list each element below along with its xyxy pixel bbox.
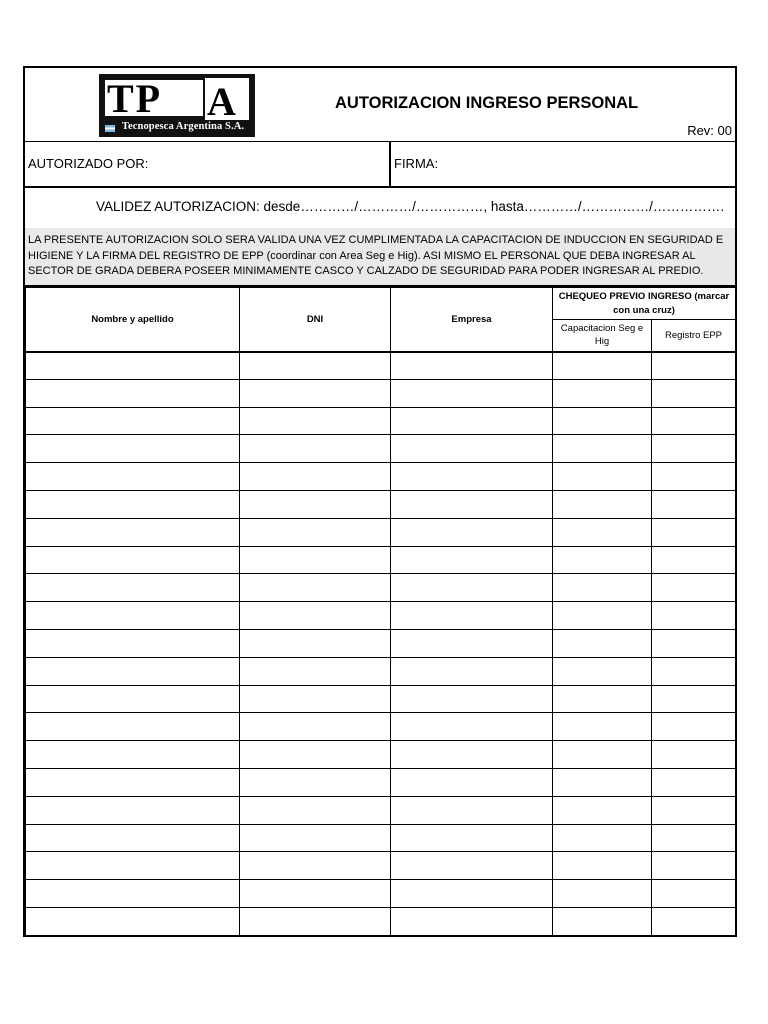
table-row <box>26 685 736 713</box>
company-cell[interactable] <box>391 768 553 796</box>
table-row <box>26 546 736 574</box>
authorized-by-field[interactable] <box>25 141 391 186</box>
dni-cell[interactable] <box>240 768 391 796</box>
dni-cell[interactable] <box>240 463 391 491</box>
name-cell[interactable] <box>26 602 240 630</box>
company-cell[interactable] <box>391 490 553 518</box>
table-row <box>26 741 736 769</box>
epp-check-cell[interactable] <box>652 463 736 491</box>
training-check-cell[interactable] <box>553 490 652 518</box>
table-row <box>26 602 736 630</box>
epp-check-cell[interactable] <box>652 379 736 407</box>
company-logo <box>99 74 255 137</box>
dni-cell[interactable] <box>240 546 391 574</box>
name-cell[interactable] <box>26 741 240 769</box>
name-cell[interactable] <box>26 352 240 380</box>
training-check-cell[interactable] <box>553 852 652 880</box>
training-check-cell[interactable] <box>553 574 652 602</box>
table-row <box>26 629 736 657</box>
authorized-by-label: AUTORIZADO POR: <box>28 156 149 171</box>
training-check-cell[interactable] <box>553 435 652 463</box>
name-cell[interactable] <box>26 880 240 908</box>
svg-text:TP: TP <box>107 78 163 120</box>
epp-check-cell[interactable] <box>652 518 736 546</box>
training-check-cell[interactable] <box>553 629 652 657</box>
dni-cell[interactable] <box>240 490 391 518</box>
epp-check-cell[interactable] <box>652 741 736 769</box>
dni-cell[interactable] <box>240 713 391 741</box>
epp-check-cell[interactable] <box>652 796 736 824</box>
table-row <box>26 407 736 435</box>
dni-cell[interactable] <box>240 629 391 657</box>
table-body <box>26 352 736 936</box>
epp-check-cell[interactable] <box>652 907 736 935</box>
training-check-cell[interactable] <box>553 685 652 713</box>
validity-row[interactable] <box>25 186 735 229</box>
company-cell[interactable] <box>391 407 553 435</box>
training-check-cell[interactable] <box>553 824 652 852</box>
company-cell[interactable] <box>391 602 553 630</box>
table-row <box>26 518 736 546</box>
table-row <box>26 490 736 518</box>
table-row <box>26 852 736 880</box>
epp-check-cell[interactable] <box>652 352 736 380</box>
training-check-cell[interactable] <box>553 463 652 491</box>
validity-text: VALIDEZ AUTORIZACION: desde…………/…………/……………, hasta…………/……………/……………. <box>96 199 725 214</box>
table-row <box>26 379 736 407</box>
training-check-cell[interactable] <box>553 796 652 824</box>
epp-check-cell[interactable] <box>652 546 736 574</box>
company-cell[interactable] <box>391 824 553 852</box>
name-cell[interactable] <box>26 518 240 546</box>
training-check-cell[interactable] <box>553 741 652 769</box>
name-cell[interactable] <box>26 546 240 574</box>
training-check-cell[interactable] <box>553 352 652 380</box>
form-header <box>25 68 735 142</box>
name-cell[interactable] <box>26 435 240 463</box>
name-cell[interactable] <box>26 657 240 685</box>
dni-cell[interactable] <box>240 852 391 880</box>
dni-cell[interactable] <box>240 880 391 908</box>
epp-check-cell[interactable] <box>652 768 736 796</box>
name-cell[interactable] <box>26 490 240 518</box>
epp-check-cell[interactable] <box>652 852 736 880</box>
training-check-cell[interactable] <box>553 768 652 796</box>
name-cell[interactable] <box>26 796 240 824</box>
table-row <box>26 824 736 852</box>
epp-check-cell[interactable] <box>652 824 736 852</box>
training-check-cell[interactable] <box>553 713 652 741</box>
header-check-group: CHEQUEO PREVIO INGRESO (marcar con una cruz) <box>553 288 736 320</box>
header-name: Nombre y apellido <box>26 288 240 352</box>
company-cell[interactable] <box>391 435 553 463</box>
dni-cell[interactable] <box>240 379 391 407</box>
name-cell[interactable] <box>26 824 240 852</box>
company-cell[interactable] <box>391 907 553 935</box>
document-title: AUTORIZACION INGRESO PERSONAL <box>335 94 639 112</box>
name-cell[interactable] <box>26 574 240 602</box>
epp-check-cell[interactable] <box>652 435 736 463</box>
dni-cell[interactable] <box>240 685 391 713</box>
training-check-cell[interactable] <box>553 518 652 546</box>
dni-cell[interactable] <box>240 824 391 852</box>
company-cell[interactable] <box>391 518 553 546</box>
epp-check-cell[interactable] <box>652 880 736 908</box>
table-row <box>26 352 736 380</box>
company-cell[interactable] <box>391 796 553 824</box>
training-check-cell[interactable] <box>553 657 652 685</box>
training-check-cell[interactable] <box>553 546 652 574</box>
company-cell[interactable] <box>391 574 553 602</box>
name-cell[interactable] <box>26 629 240 657</box>
name-cell[interactable] <box>26 379 240 407</box>
company-cell[interactable] <box>391 880 553 908</box>
signature-label: FIRMA: <box>394 156 439 171</box>
company-cell[interactable] <box>391 852 553 880</box>
table-row <box>26 463 736 491</box>
table-row <box>26 907 736 935</box>
epp-check-cell[interactable] <box>652 629 736 657</box>
dni-cell[interactable] <box>240 602 391 630</box>
dni-cell[interactable] <box>240 907 391 935</box>
name-cell[interactable] <box>26 713 240 741</box>
dni-cell[interactable] <box>240 407 391 435</box>
company-cell[interactable] <box>391 657 553 685</box>
authorization-row <box>25 141 735 188</box>
dni-cell[interactable] <box>240 352 391 380</box>
name-cell[interactable] <box>26 685 240 713</box>
company-cell[interactable] <box>391 629 553 657</box>
header-dni: DNI <box>240 288 391 352</box>
svg-text:A: A <box>207 79 236 120</box>
header-epp: Registro EPP <box>652 320 736 352</box>
form-sheet <box>23 66 737 937</box>
logo-company-name: Tecnopesca Argentina S.A. <box>121 121 245 132</box>
company-cell[interactable] <box>391 741 553 769</box>
table-row <box>26 713 736 741</box>
table-row <box>26 796 736 824</box>
table-row <box>26 435 736 463</box>
epp-check-cell[interactable] <box>652 657 736 685</box>
company-cell[interactable] <box>391 685 553 713</box>
epp-check-cell[interactable] <box>652 407 736 435</box>
signature-field[interactable] <box>391 141 735 186</box>
table-row <box>26 768 736 796</box>
epp-check-cell[interactable] <box>652 574 736 602</box>
personnel-table <box>25 287 736 936</box>
table-row <box>26 657 736 685</box>
company-cell[interactable] <box>391 713 553 741</box>
name-cell[interactable] <box>26 907 240 935</box>
header-company: Empresa <box>391 288 553 352</box>
training-check-cell[interactable] <box>553 602 652 630</box>
dni-cell[interactable] <box>240 657 391 685</box>
dni-cell[interactable] <box>240 796 391 824</box>
training-check-cell[interactable] <box>553 907 652 935</box>
name-cell[interactable] <box>26 852 240 880</box>
company-cell[interactable] <box>391 379 553 407</box>
revision-label: Rev: 00 <box>687 123 732 138</box>
training-check-cell[interactable] <box>553 379 652 407</box>
dni-cell[interactable] <box>240 574 391 602</box>
name-cell[interactable] <box>26 463 240 491</box>
logo-letters <box>105 78 249 120</box>
epp-check-cell[interactable] <box>652 685 736 713</box>
table-row <box>26 880 736 908</box>
epp-check-cell[interactable] <box>652 713 736 741</box>
dni-cell[interactable] <box>240 741 391 769</box>
table-row <box>26 574 736 602</box>
dni-cell[interactable] <box>240 435 391 463</box>
dni-cell[interactable] <box>240 518 391 546</box>
notice-text: LA PRESENTE AUTORIZACION SOLO SERA VALIDA UNA VEZ CUMPLIMENTADA LA CAPACITACION DE INDUCCION EN SEGURIDAD E HIGIENE Y LA FIRMA DEL REGISTRO DE EPP (coordinar con Area Seg e Hig). ASI MISMO EL PERSONAL QUE DEBA INGRESAR AL SECTOR DE GRADA DEBERA POSEER MINIMAMENTE CASCO Y CALZADO DE SEGURIDAD PARA PODER INGRESAR AL PREDIO. <box>25 228 735 287</box>
name-cell[interactable] <box>26 407 240 435</box>
training-check-cell[interactable] <box>553 880 652 908</box>
name-cell[interactable] <box>26 768 240 796</box>
company-cell[interactable] <box>391 352 553 380</box>
company-cell[interactable] <box>391 546 553 574</box>
epp-check-cell[interactable] <box>652 602 736 630</box>
training-check-cell[interactable] <box>553 407 652 435</box>
header-training: Capacitacion Seg e Hig <box>553 320 652 352</box>
company-cell[interactable] <box>391 463 553 491</box>
epp-check-cell[interactable] <box>652 490 736 518</box>
